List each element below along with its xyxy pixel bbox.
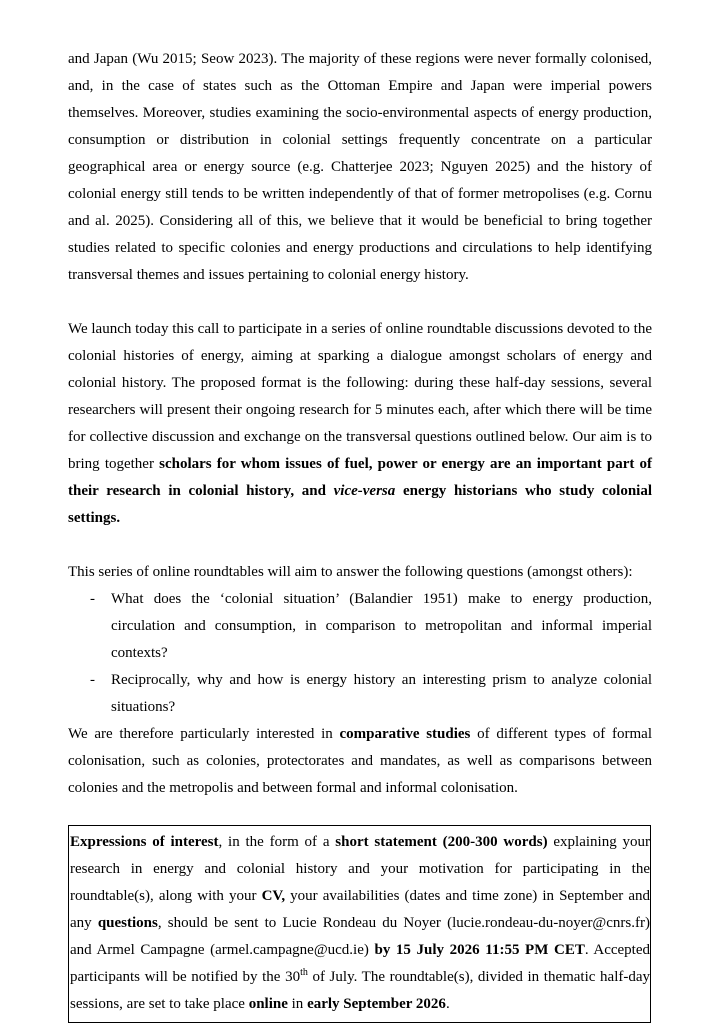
call-text: We launch today this call to participate in a series of online roundtable discussions devoted to the colonial histories of energy, aiming at sparking a dialogue amongst scholars of energy and colonial history. The proposed format is the following: during these half-day sessions, several researchers will present their ongoing research for 5 minutes each, after which there will be time for collective discussion and exchange on the transversal questions outlined below. Our aim is to bring together [68, 321, 652, 472]
text-span: , should be sent to Lucie Rondeau du Noyer (lucie.rondeau-du-noyer@cnrs.fr) and Armel Campagne (armel.campagne@ucd.ie) [70, 915, 650, 958]
paragraph-context: and Japan (Wu 2015; Seow 2023). The majority of these regions were never formally colonised, and, in the case of states such as the Ottoman Empire and Japan were imperial powers themselves. Moreover, studies examining the socio-environmental aspects of energy production, consumption or distribution in colonial settings frequently concentrate on a particular geographical area or energy source (e.g. Chatterjee 2023; Nguyen 2025) and the history of colonial energy still tends to be written independently of that of former metropolises (e.g. Cornu and al. 2025). Considering all of this, we believe that it would be beneficial to bring together studies related to specific colonies and energy productions and circulations to help identifying transversal themes and issues pertaining to colonial energy history. [68, 51, 652, 283]
superscript-th: th [300, 967, 308, 978]
text-span: your availabilities (dates and time zone) in September and any [70, 888, 650, 931]
document-body [68, 46, 652, 1023]
text-span: explaining your research in energy and colonial history and your motivation for participating in the roundtable(s), along with your [70, 834, 650, 904]
list-dash: - [90, 672, 95, 688]
submission-box [68, 825, 651, 1023]
list-item [68, 667, 652, 721]
list-item [68, 586, 652, 667]
call-bold-historians: energy historians who study colonial settings. [68, 483, 652, 526]
questions-list [68, 586, 652, 721]
call-italic-vice-versa: vice-versa [333, 483, 396, 499]
bold-early-september: early September 2026 [307, 996, 446, 1012]
text-span: , in the form of a [218, 834, 336, 850]
text-span: in [287, 996, 308, 1012]
list-dash: - [90, 591, 95, 607]
question-text: Reciprocally, why and how is energy history an interesting prism to analyze colonial situations? [111, 672, 652, 715]
bold-short-statement: short statement (200-300 words) [335, 834, 548, 850]
question-text: What does the ‘colonial situation’ (Balandier 1951) make to energy production, circulation and consumption, in comparison to metropolitan and informal imperial contexts? [111, 591, 652, 661]
paragraph-comparative [68, 721, 652, 802]
submission-text [70, 829, 650, 1018]
comparative-text-b: of different types of formal colonisation, such as colonies, protectorates and mandates, as well as comparisons between colonies and the metropolis and between formal and informal colonisation. [68, 726, 652, 796]
call-bold-scholars: scholars for whom issues of fuel, power or energy are an important part of their research in colonial history, and [68, 456, 652, 499]
bold-cv: CV, [261, 888, 286, 904]
comparative-text-a: We are therefore particularly interested in [68, 726, 340, 742]
comparative-bold: comparative studies [339, 726, 471, 742]
bold-expressions-of-interest: Expressions of interest [70, 834, 219, 850]
paragraph-questions-intro: This series of online roundtables will aim to answer the following questions (amongst others): [68, 564, 633, 580]
text-span: . Accepted participants will be notified by the 30 [70, 942, 651, 985]
text-span: . [445, 996, 450, 1012]
text-span: of July. The roundtable(s), divided in thematic half-day sessions, are set to take place [70, 969, 651, 1012]
bold-online: online [248, 996, 288, 1012]
bold-deadline: by 15 July 2026 11:55 PM CET [374, 942, 585, 958]
paragraph-call [68, 316, 652, 532]
bold-questions: questions [97, 915, 158, 931]
